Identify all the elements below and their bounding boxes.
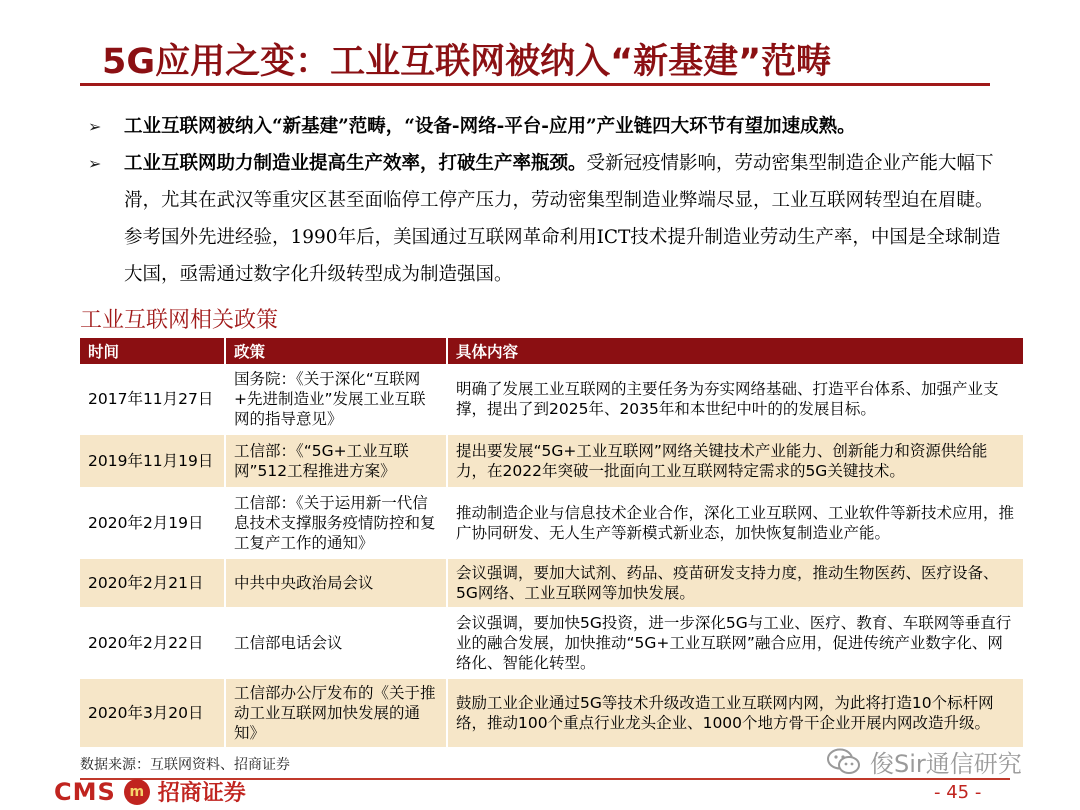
cell-policy: 中共中央政治局会议 [225, 558, 447, 608]
cell-time: 2020年3月20日 [80, 678, 225, 748]
company-logo [54, 776, 246, 807]
cell-time: 2020年2月22日 [80, 608, 225, 678]
table-header-row [80, 338, 1024, 364]
data-source-note: 数据来源：互联网资料、招商证券 [80, 757, 290, 773]
table-row [80, 488, 1024, 558]
title-divider [80, 83, 990, 86]
table-row [80, 434, 1024, 488]
cell-time: 2020年2月21日 [80, 558, 225, 608]
cell-policy: 工信部电话会议 [225, 608, 447, 678]
cell-policy: 工信部：《关于运用新一代信息技术支撑服务疫情防控和复工复产工作的通知》 [225, 488, 447, 558]
watermark-text: 俊Sir通信研究 [870, 750, 1022, 778]
cell-content: 推动制造企业与信息技术企业合作，深化工业互联网、工业软件等新技术应用，推广协同研发、无人生产等新模式新业态，加快恢复制造业产能。 [447, 488, 1024, 558]
wechat-icon [826, 747, 862, 777]
cell-content: 明确了发展工业互联网的主要任务为夯实网络基础、打造平台体系、加强产业支撑，提出了到2025年、2035年和本世纪中叶的的发展目标。 [447, 364, 1024, 434]
arrow-bullet-icon: ➢ [88, 154, 102, 173]
logo-cn-text: 招商证券 [157, 781, 246, 806]
page-number: - 45 - [934, 782, 982, 803]
cell-policy: 工信部：《“5G+工业互联网”512工程推进方案》 [225, 434, 447, 488]
page-title: 5G应用之变：工业互联网被纳入“新基建”范畴 [102, 42, 832, 82]
cell-time: 2017年11月27日 [80, 364, 225, 434]
bullet-item [88, 108, 1008, 145]
cell-time: 2019年11月19日 [80, 434, 225, 488]
bullet-text: 受新冠疫情影响，劳动密集型制造企业产能大幅下滑，尤其在武汉等重灾区甚至面临停工停产压力，劳动密集型制造业弊端尽显，工业互联网转型迫在眉睫。参考国外先进经验，1990年后，美国通过互联网革命利用ICT技术提升制造业劳动生产率，中国是全球制造大国，亟需通过数字化升级转型成为制造强国。 [124, 153, 1001, 285]
bullet-item [88, 145, 1008, 293]
header-policy: 政策 [225, 338, 447, 364]
table-row [80, 558, 1024, 608]
bullet-bold-text: 工业互联网助力制造业提高生产效率，打破生产率瓶颈。 [124, 153, 587, 174]
policy-table [80, 338, 1025, 749]
bullet-list [88, 108, 1008, 293]
logo-seal-icon: m [124, 779, 150, 805]
header-content: 具体内容 [447, 338, 1024, 364]
logo-text: CMS [54, 777, 116, 806]
table-row [80, 364, 1024, 434]
table-row [80, 678, 1024, 748]
table-title: 工业互联网相关政策 [80, 308, 279, 333]
table-row [80, 608, 1024, 678]
cell-policy: 国务院：《关于深化“互联网+先进制造业”发展工业互联网的指导意见》 [225, 364, 447, 434]
cell-content: 鼓励工业企业通过5G等技术升级改造工业互联网内网，为此将打造10个标杆网络，推动100个重点行业龙头企业、1000个地方骨干企业开展内网改造升级。 [447, 678, 1024, 748]
cell-time: 2020年2月19日 [80, 488, 225, 558]
arrow-bullet-icon: ➢ [88, 117, 102, 136]
cell-content: 会议强调，要加快5G投资，进一步深化5G与工业、医疗、教育、车联网等垂直行业的融合发展，加快推动“5G+工业互联网”融合应用，促进传统产业数字化、网络化、智能化转型。 [447, 608, 1024, 678]
watermark [826, 744, 1022, 779]
bullet-bold-text: 工业互联网被纳入“新基建”范畴，“设备-网络-平台-应用”产业链四大环节有望加速成熟。 [124, 116, 856, 137]
cell-content: 会议强调，要加大试剂、药品、疫苗研发支持力度，推动生物医药、医疗设备、5G网络、工业互联网等加快发展。 [447, 558, 1024, 608]
header-time: 时间 [80, 338, 225, 364]
cell-policy: 工信部办公厅发布的《关于推动工业互联网加快发展的通知》 [225, 678, 447, 748]
cell-content: 提出要发展“5G+工业互联网”网络关键技术产业能力、创新能力和资源供给能力，在2022年突破一批面向工业互联网特定需求的5G关键技术。 [447, 434, 1024, 488]
